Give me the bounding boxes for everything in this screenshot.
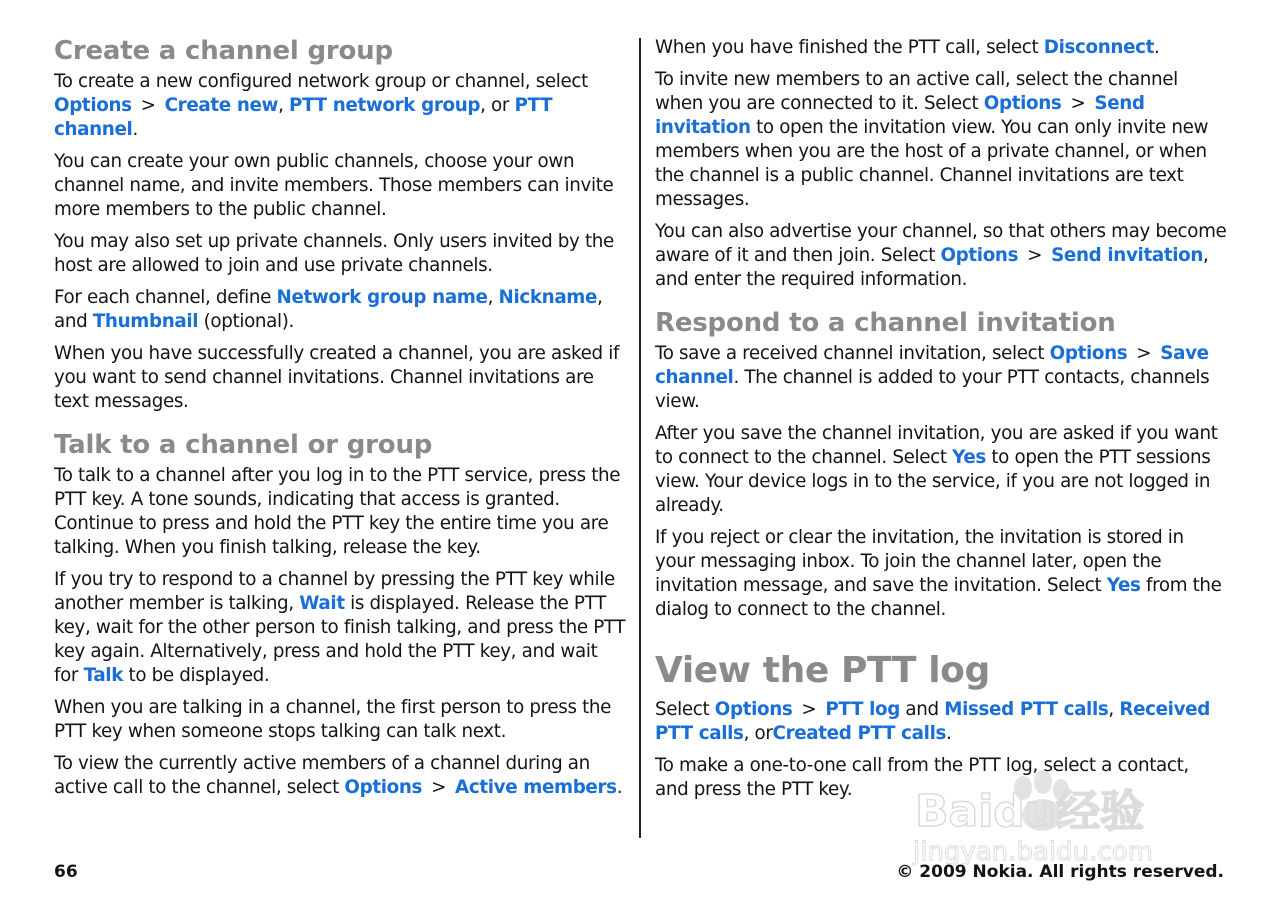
paragraph-connect-channel: After you save the channel invitation, you are asked if you want to connect to the channel. Select Yes to open the PTT sessions view. Your device logs in to the service, if you are not logged in already. bbox=[655, 423, 1218, 516]
paragraph-one-to-one-call: To make a one-to-one call from the PTT log, select a contact, and press the PTT key. bbox=[655, 755, 1189, 800]
paragraph-channel-invitations: When you have successfully created a channel, you are asked if you want to send channel invitations. Channel invitations are text messages. bbox=[54, 343, 620, 412]
page-number: 66 bbox=[54, 862, 78, 882]
paragraph-save-invitation: To save a received channel invitation, select Options > Save channel. The channel is added to your PTT contacts, channels view. bbox=[655, 343, 1210, 412]
link-send-invitation: Send invitation bbox=[1051, 245, 1203, 266]
watermark-url: jingyan.baidu.com bbox=[913, 837, 1153, 867]
link-nickname: Nickname bbox=[498, 287, 598, 308]
watermark-brand: Baidu经验 bbox=[915, 786, 1145, 837]
paragraph-talk-instructions: To talk to a channel after you log in to the PTT service, press the PTT key. A tone sounds, indicating that access is granted. Continue to press and hold the PTT key the entire time you are talking. When you finish talking, release the key. bbox=[54, 465, 621, 558]
paragraph-respond-while-talking: If you try to respond to a channel by pressing the PTT key while another member is talking, Wait is displayed. Release the PTT key, wait for the other person to finish talking, and press the PTT key again. Alternatively, press and hold the PTT key, and wait for Talk to be displayed. bbox=[54, 569, 626, 686]
heading-create-channel-group: Create a channel group bbox=[54, 36, 393, 66]
paragraph-active-members: To view the currently active members of a channel during an active call to the channel, select Options > Active members. bbox=[54, 753, 623, 798]
paragraph-define-channel: For each channel, define Network group name, Nickname, and Thumbnail (optional). bbox=[54, 287, 603, 332]
paragraph-first-person: When you are talking in a channel, the first person to press the PTT key when someone stops talking can talk next. bbox=[54, 697, 612, 742]
heading-view-ptt-log: View the PTT log bbox=[655, 650, 990, 691]
link-send-invitation: Send invitation bbox=[655, 93, 1145, 138]
link-ptt-network-group: PTT network group bbox=[289, 95, 481, 116]
link-options: Options bbox=[1049, 343, 1128, 364]
baidu-watermark bbox=[905, 760, 1205, 870]
link-yes: Yes bbox=[1106, 575, 1141, 596]
link-ptt-channel: PTT channel bbox=[54, 95, 553, 140]
link-network-group-name: Network group name bbox=[276, 287, 488, 308]
paragraph-select-ptt-log: Select Options > PTT log and Missed PTT calls, Received PTT calls, orCreated PTT calls. bbox=[655, 699, 1210, 744]
column-divider bbox=[639, 38, 641, 838]
heading-talk-to-channel: Talk to a channel or group bbox=[54, 430, 433, 460]
paragraph-invite-members: To invite new members to an active call, select the channel when you are connected to it. Select Options > Send invitation to open the invitation view. You can only invite new members when you are the host of a private channel, or when the channel is a public channel. Channel invitations are text messages. bbox=[655, 69, 1209, 210]
link-options: Options bbox=[940, 245, 1019, 266]
link-active-members: Active members bbox=[455, 777, 617, 798]
right-column bbox=[655, 36, 1227, 810]
link-thumbnail: Thumbnail bbox=[92, 311, 199, 332]
link-created-ptt-calls: Created PTT calls bbox=[772, 723, 947, 744]
link-missed-ptt-calls: Missed PTT calls bbox=[944, 699, 1109, 720]
link-options: Options bbox=[344, 777, 423, 798]
paragraph-public-channels: You can create your own public channels, choose your own channel name, and invite members. Those members can invite more members to the public channel. bbox=[54, 151, 614, 220]
paragraph-reject-invitation: If you reject or clear the invitation, the invitation is stored in your messaging inbox. To join the channel later, open the invitation message, and save the invitation. Select Yes from the dialog to connect to the channel. bbox=[655, 527, 1222, 620]
link-options: Options bbox=[54, 95, 132, 116]
link-options: Options bbox=[714, 699, 793, 720]
link-disconnect: Disconnect bbox=[1043, 37, 1154, 58]
heading-respond-invitation: Respond to a channel invitation bbox=[655, 308, 1116, 338]
paragraph-disconnect: When you have finished the PTT call, select Disconnect. bbox=[655, 37, 1160, 58]
link-options: Options bbox=[983, 93, 1062, 114]
link-save-channel: Save channel bbox=[655, 343, 1209, 388]
link-yes: Yes bbox=[952, 447, 986, 468]
left-column bbox=[54, 34, 626, 808]
paragraph-private-channels: You may also set up private channels. Only users invited by the host are allowed to join and use private channels. bbox=[54, 231, 614, 276]
link-wait: Wait bbox=[299, 593, 345, 614]
paragraph-create-instructions: To create a new configured network group or channel, select Options > Create new, PTT network group, or PTT channel. bbox=[54, 71, 588, 140]
copyright-notice: © 2009 Nokia. All rights reserved. bbox=[896, 862, 1224, 882]
link-received-ptt-calls: Received PTT calls bbox=[655, 699, 1210, 744]
paragraph-advertise-channel: You can also advertise your channel, so that others may become aware of it and then join. Select Options > Send invitation, and enter the required information. bbox=[655, 221, 1227, 290]
link-create-new: Create new bbox=[164, 95, 279, 116]
link-talk: Talk bbox=[83, 665, 124, 686]
link-ptt-log: PTT log bbox=[825, 699, 900, 720]
